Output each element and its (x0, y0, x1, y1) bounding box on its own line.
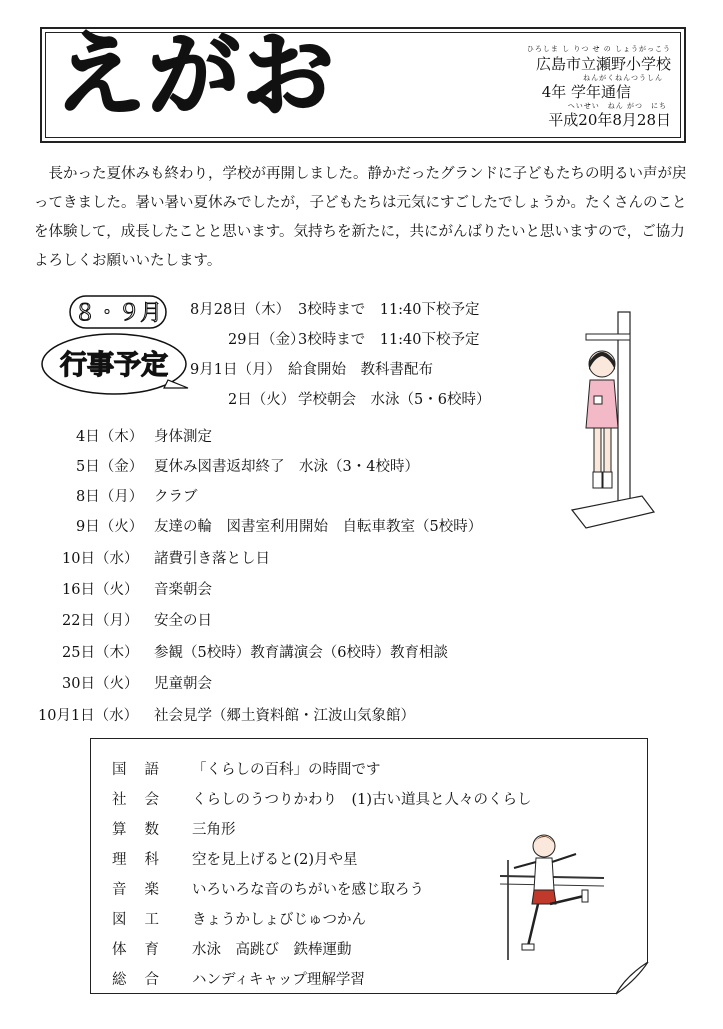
event-description: 友達の輪 図書室利用開始 自転車教室（5校時） (154, 519, 483, 535)
newsletter-title: えがお (54, 22, 337, 129)
event-date: 9月1日（月） (190, 362, 281, 378)
intro-paragraph: 長かった夏休みも終わり，学校が再開しました。静かだったグランドに子どもたちの明るい声が戻ってきました。暑い暑い夏休みでしたが，子どもたちは元気にすごしたでしょうか。たくさんのことを体験して，成長したことと思います。気持ちを新たに，共にがんばりたいと思いますので，ご協力よろしくお願いいたします。 (34, 166, 687, 269)
event-row (76, 515, 482, 536)
event-description: 3校時まで 11:40下校予定 (298, 302, 480, 318)
subject-content: くらしのうつりかわり (1)古い道具と人々のくらし (192, 792, 532, 808)
subject-name: 体育 (112, 942, 177, 958)
subject-row (112, 758, 381, 779)
event-date: 9日（火） (76, 519, 144, 535)
event-description: 児童朝会 (154, 676, 212, 692)
event-description: 夏休み図書返却終了 水泳（3・4校時） (154, 459, 419, 475)
event-description: 参観（5校時）教育講演会（6校時）教育相談 (154, 645, 448, 661)
event-date: 10月1日（水） (38, 708, 139, 724)
school-ruby: ひろしま し りつ せ の しょうがっこう (526, 45, 671, 53)
subject-content: 水泳 高跳び 鉄棒運動 (192, 942, 352, 958)
subject-name: 図工 (112, 912, 177, 928)
page-curl-corner (616, 962, 650, 996)
subject-content: 「くらしの百科」の時間です (192, 762, 381, 778)
event-row (228, 328, 480, 349)
subject-content: ハンディキャップ理解学習 (192, 972, 365, 988)
subject-row (112, 818, 236, 839)
high-jump-illustration (492, 820, 612, 970)
event-row (228, 388, 490, 409)
event-description: クラブ (154, 489, 198, 505)
event-description: 音楽朝会 (154, 582, 212, 598)
event-description: 諸費引き落とし日 (154, 551, 270, 567)
subject-row (112, 908, 366, 929)
event-date: 8月28日（木） (190, 302, 291, 318)
event-row (76, 485, 198, 506)
schedule-badge (30, 292, 190, 402)
subject-row (112, 848, 358, 869)
event-row (190, 358, 433, 379)
event-date: 30日（火） (62, 676, 139, 692)
event-date: 5日（金） (76, 459, 144, 475)
subject-content: 三角形 (192, 822, 236, 838)
event-date: 22日（月） (62, 613, 139, 629)
event-row (62, 641, 448, 662)
event-row (62, 547, 270, 568)
event-row (76, 455, 419, 476)
school-name: 広島市立瀬野小学校 (535, 55, 671, 73)
event-description: 身体測定 (154, 429, 212, 445)
event-description: 学校朝会 水泳（5・6校時） (298, 392, 491, 408)
subject-row (112, 968, 365, 989)
subject-name: 国語 (112, 762, 177, 778)
subject-row (112, 878, 424, 899)
subject-name: 社会 (112, 792, 177, 808)
event-row (38, 704, 415, 725)
event-description: 給食開始 教科書配布 (288, 362, 433, 378)
subject-name: 音楽 (112, 882, 177, 898)
event-date: 16日（火） (62, 582, 139, 598)
event-description: 3校時まで 11:40下校予定 (298, 332, 480, 348)
subject-content: いろいろな音のちがいを感じ取ろう (192, 882, 424, 898)
event-row (190, 298, 480, 319)
badge-months: ８・９月 (73, 301, 163, 326)
event-description: 社会見学（郷土資料館・江波山気象館） (154, 708, 415, 724)
event-row (62, 672, 212, 693)
newsletter-name: 4年 学年通信 (541, 83, 631, 101)
event-row (62, 578, 212, 599)
subject-row (112, 788, 532, 809)
event-date: 29日（金） (228, 332, 305, 348)
subject-row (112, 938, 352, 959)
subject-name: 算数 (112, 822, 177, 838)
subject-content: きょうかしょびじゅつかん (192, 912, 366, 928)
event-date: 25日（木） (62, 645, 139, 661)
event-date: 4日（木） (76, 429, 144, 445)
date-ruby: へいせい ねん がつ にち (567, 102, 667, 110)
subject-name: 理科 (112, 852, 177, 868)
issue-date: 平成20年8月28日 (548, 111, 671, 129)
event-row (76, 425, 212, 446)
event-date: 8日（月） (76, 489, 144, 505)
bubble-tail (164, 380, 188, 388)
event-date: 2日（火） (228, 392, 296, 408)
subject-name: 総合 (112, 972, 177, 988)
girl-measuring-illustration (566, 306, 656, 536)
event-row (62, 609, 212, 630)
badge-label: 行事予定 (60, 350, 168, 381)
newsletter-ruby: ねんがくねんつうしん (583, 74, 663, 82)
event-description: 安全の日 (154, 613, 212, 629)
event-date: 10日（水） (62, 551, 139, 567)
subject-content: 空を見上げると(2)月や星 (192, 852, 358, 868)
